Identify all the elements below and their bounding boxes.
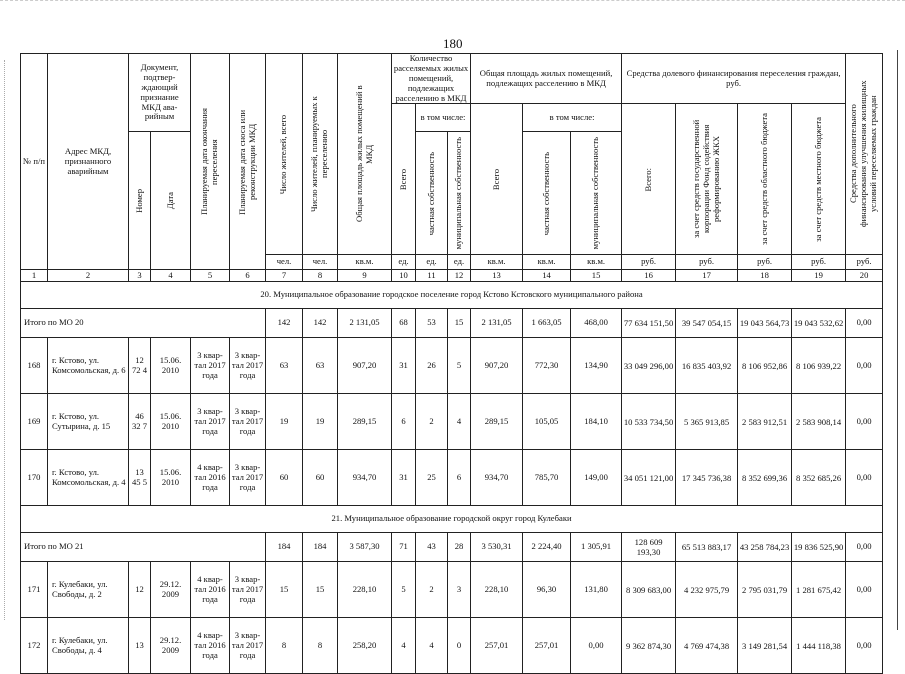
table-row <box>21 450 883 506</box>
unit-cell: руб. <box>846 255 883 270</box>
column-number-cell: 2 <box>48 270 129 282</box>
header-text: Общая площадь жилых помещений в МКД <box>353 85 374 223</box>
header-area-private <box>523 132 571 255</box>
column-number-cell: 12 <box>448 270 471 282</box>
total-value: 3 587,30 <box>338 533 392 562</box>
column-number-cell: 11 <box>416 270 448 282</box>
unit-cell: чел. <box>266 255 303 270</box>
column-number-cell: 3 <box>129 270 151 282</box>
header-text: муниципальная собственность <box>590 137 601 250</box>
row-value: 8 <box>303 618 338 674</box>
header-area-municipal <box>571 132 622 255</box>
total-value: 128 609 193,30 <box>622 533 676 562</box>
total-value: 65 513 883,17 <box>676 533 738 562</box>
column-number-cell: 7 <box>266 270 303 282</box>
doc-number: 13 <box>129 618 151 674</box>
row-value: 63 <box>266 338 303 394</box>
row-value: 0 <box>448 618 471 674</box>
header-total-area <box>338 54 392 255</box>
row-value: 3 149 281,54 <box>738 618 792 674</box>
row-value: 134,90 <box>571 338 622 394</box>
column-number-cell: 10 <box>392 270 416 282</box>
header-text: за счет средств областного бюджета <box>758 113 769 246</box>
row-value: 34 051 121,00 <box>622 450 676 506</box>
header-count-municipal <box>448 132 471 255</box>
row-address: г. Кулебаки, ул. Свободы, д. 2 <box>48 562 129 618</box>
header-count-total <box>392 104 416 255</box>
header-text: Всего: <box>642 167 653 192</box>
row-value: 1 444 118,38 <box>792 618 846 674</box>
unit-cell: чел. <box>303 255 338 270</box>
row-value: 19 <box>303 394 338 450</box>
header-address: Адрес МКД, признанного аварийным <box>48 54 129 270</box>
section-total-row <box>21 309 883 338</box>
planned-demolition: 3 квар-тал 2017 года <box>230 338 266 394</box>
table-body <box>21 282 883 674</box>
table-row <box>21 394 883 450</box>
row-value: 4 <box>416 618 448 674</box>
total-value: 43 258 784,23 <box>738 533 792 562</box>
header-doc-date <box>151 132 191 270</box>
row-address: г. Кстово, ул. Сутырина, д. 15 <box>48 394 129 450</box>
unit-cell: кв.м. <box>523 255 571 270</box>
header-text: Номер <box>133 188 144 213</box>
row-value: 8 309 683,00 <box>622 562 676 618</box>
table-row <box>21 338 883 394</box>
row-address: г. Кстово, ул. Комсомольская, д. 4 <box>48 450 129 506</box>
row-value: 5 365 913,85 <box>676 394 738 450</box>
row-value: 934,70 <box>338 450 392 506</box>
total-value: 142 <box>266 309 303 338</box>
header-funds-federal <box>676 104 738 255</box>
column-number-cell: 15 <box>571 270 622 282</box>
row-value: 25 <box>416 450 448 506</box>
row-value: 105,05 <box>523 394 571 450</box>
row-value: 289,15 <box>338 394 392 450</box>
column-number-cell: 16 <box>622 270 676 282</box>
column-number-cell: 17 <box>676 270 738 282</box>
header-text: за счет средств государственной корпорации Фонд содействия реформированию ЖКХ <box>690 120 721 239</box>
row-value: 19 <box>266 394 303 450</box>
header-count-private <box>416 132 448 255</box>
row-value: 15 <box>266 562 303 618</box>
header-additional-funds <box>846 54 883 255</box>
header-text: частная собственность <box>540 151 551 236</box>
row-value: 63 <box>303 338 338 394</box>
header-number: № п/п <box>21 54 48 270</box>
row-value: 1 281 675,42 <box>792 562 846 618</box>
total-value: 184 <box>303 533 338 562</box>
header-text: Всего <box>397 168 408 190</box>
column-number-cell: 1 <box>21 270 48 282</box>
row-value: 0,00 <box>846 562 883 618</box>
planned-demolition: 3 квар-тал 2017 года <box>230 562 266 618</box>
unit-cell: руб. <box>738 255 792 270</box>
header-planned-resettlement-end <box>191 54 230 270</box>
row-value: 8 352 685,26 <box>792 450 846 506</box>
scan-edge <box>0 0 905 5</box>
header-text: муниципальная собственность <box>453 137 464 250</box>
total-label: Итого по МО 20 <box>21 309 266 338</box>
row-value: 257,01 <box>471 618 523 674</box>
column-number-cell: 14 <box>523 270 571 282</box>
unit-cell: ед. <box>392 255 416 270</box>
row-value: 258,20 <box>338 618 392 674</box>
row-value: 8 <box>266 618 303 674</box>
total-value: 19 043 564,73 <box>738 309 792 338</box>
section-title-row <box>21 506 883 533</box>
total-value: 53 <box>416 309 448 338</box>
total-value: 0,00 <box>846 309 883 338</box>
section-title-row <box>21 282 883 309</box>
row-value: 0,00 <box>846 618 883 674</box>
header-area-including: в том числе: <box>523 104 622 132</box>
total-value: 2 131,05 <box>471 309 523 338</box>
row-value: 60 <box>266 450 303 506</box>
column-number-cell: 20 <box>846 270 883 282</box>
row-value: 8 106 939,22 <box>792 338 846 394</box>
row-value: 60 <box>303 450 338 506</box>
total-value: 71 <box>392 533 416 562</box>
doc-number: 12 <box>129 562 151 618</box>
row-value: 8 106 952,86 <box>738 338 792 394</box>
row-value: 10 533 734,50 <box>622 394 676 450</box>
total-value: 43 <box>416 533 448 562</box>
total-value: 468,00 <box>571 309 622 338</box>
row-value: 785,70 <box>523 450 571 506</box>
row-value: 4 769 474,38 <box>676 618 738 674</box>
header-planned-demolition <box>230 54 266 270</box>
header-funds-total <box>622 104 676 255</box>
row-value: 772,30 <box>523 338 571 394</box>
row-value: 0,00 <box>571 618 622 674</box>
total-value: 1 663,05 <box>523 309 571 338</box>
total-value: 2 224,40 <box>523 533 571 562</box>
unit-cell: ед. <box>416 255 448 270</box>
planned-resettlement-end: 3 квар-тал 2017 года <box>191 338 230 394</box>
total-value: 77 634 151,50 <box>622 309 676 338</box>
page-number: 180 <box>443 36 463 51</box>
header-funds-regional <box>738 104 792 255</box>
header-funds-group: Средства долевого финансирования переселения граждан, руб. <box>622 54 846 104</box>
table-row <box>21 562 883 618</box>
row-value: 228,10 <box>338 562 392 618</box>
total-value: 142 <box>303 309 338 338</box>
row-number: 171 <box>21 562 48 618</box>
row-value: 0,00 <box>846 338 883 394</box>
planned-resettlement-end: 3 квар-тал 2017 года <box>191 394 230 450</box>
doc-date: 15.06. 2010 <box>151 450 191 506</box>
planned-resettlement-end: 4 квар-тал 2016 года <box>191 562 230 618</box>
header-count-including: в том числе: <box>416 104 471 132</box>
column-number-cell: 18 <box>738 270 792 282</box>
planned-demolition: 3 квар-тал 2017 года <box>230 618 266 674</box>
total-label: Итого по МО 21 <box>21 533 266 562</box>
row-value: 149,00 <box>571 450 622 506</box>
row-value: 16 835 403,92 <box>676 338 738 394</box>
row-value: 0,00 <box>846 394 883 450</box>
total-value: 19 836 525,90 <box>792 533 846 562</box>
header-area-group: Общая площадь жилых помещений, подлежащих расселению в МКД <box>471 54 622 104</box>
doc-number: 12 72 4 <box>129 338 151 394</box>
doc-date: 29.12. 2009 <box>151 618 191 674</box>
total-value: 19 043 532,62 <box>792 309 846 338</box>
doc-date: 15.06. 2010 <box>151 394 191 450</box>
header-residents-total <box>266 54 303 255</box>
row-value: 2 <box>416 562 448 618</box>
row-value: 131,80 <box>571 562 622 618</box>
row-address: г. Кулебаки, ул. Свободы, д. 4 <box>48 618 129 674</box>
row-value: 6 <box>392 394 416 450</box>
unit-cell: кв.м. <box>471 255 523 270</box>
row-value: 289,15 <box>471 394 523 450</box>
row-value: 17 345 736,38 <box>676 450 738 506</box>
section-title: 20. Муниципальное образование городское поселение город Кстово Кстовского муниципального района <box>21 282 883 309</box>
header-text: Планируемая дата окончания переселения <box>199 108 220 216</box>
column-number-cell: 9 <box>338 270 392 282</box>
row-value: 907,20 <box>338 338 392 394</box>
row-number: 169 <box>21 394 48 450</box>
unit-cell: руб. <box>792 255 846 270</box>
header-text: Планируемая дата сноса или реконструкции МКД <box>236 109 257 215</box>
header-text: Средства дополнительного финансирования улучшения жилищных условий переселяемых граждан <box>848 80 879 228</box>
column-number-cell: 5 <box>191 270 230 282</box>
column-number-cell: 8 <box>303 270 338 282</box>
row-value: 4 <box>392 618 416 674</box>
table-header <box>21 54 883 282</box>
row-value: 5 <box>448 338 471 394</box>
planned-demolition: 3 квар-тал 2017 года <box>230 450 266 506</box>
row-value: 2 583 912,51 <box>738 394 792 450</box>
doc-number: 46 32 7 <box>129 394 151 450</box>
row-number: 172 <box>21 618 48 674</box>
row-value: 8 352 699,36 <box>738 450 792 506</box>
table-row <box>21 618 883 674</box>
section-title: 21. Муниципальное образование городской округ город Кулебаки <box>21 506 883 533</box>
total-value: 1 305,91 <box>571 533 622 562</box>
doc-date: 15.06. 2010 <box>151 338 191 394</box>
scan-right-edge <box>897 50 898 630</box>
row-value: 184,10 <box>571 394 622 450</box>
row-value: 2 795 031,79 <box>738 562 792 618</box>
unit-cell: руб. <box>676 255 738 270</box>
header-document-group: Документ, подтвер-ждающий признание МКД ава-рийным <box>129 54 191 132</box>
column-number-cell: 19 <box>792 270 846 282</box>
row-value: 4 <box>448 394 471 450</box>
row-value: 31 <box>392 450 416 506</box>
header-text: Число жителей, планируемых к переселению <box>309 96 330 213</box>
row-number: 170 <box>21 450 48 506</box>
column-number-cell: 13 <box>471 270 523 282</box>
header-text: за счет средств местного бюджета <box>812 117 823 242</box>
row-value: 934,70 <box>471 450 523 506</box>
planned-demolition: 3 квар-тал 2017 года <box>230 394 266 450</box>
row-number: 168 <box>21 338 48 394</box>
row-value: 2 583 908,14 <box>792 394 846 450</box>
row-value: 96,30 <box>523 562 571 618</box>
total-value: 68 <box>392 309 416 338</box>
doc-number: 13 45 5 <box>129 450 151 506</box>
total-value: 0,00 <box>846 533 883 562</box>
header-doc-number <box>129 132 151 270</box>
planned-resettlement-end: 4 квар-тал 2016 года <box>191 450 230 506</box>
doc-date: 29.12. 2009 <box>151 562 191 618</box>
section-total-row <box>21 533 883 562</box>
header-residents-resettled <box>303 54 338 255</box>
row-value: 0,00 <box>846 450 883 506</box>
header-text: Дата <box>164 192 175 210</box>
row-value: 907,20 <box>471 338 523 394</box>
unit-cell: руб. <box>622 255 676 270</box>
row-value: 15 <box>303 562 338 618</box>
row-value: 31 <box>392 338 416 394</box>
resettlement-table <box>20 53 883 674</box>
row-value: 2 <box>416 394 448 450</box>
row-value: 6 <box>448 450 471 506</box>
header-text: Число жителей, всего <box>278 114 289 194</box>
column-number-cell: 4 <box>151 270 191 282</box>
column-numbers-row <box>21 270 883 282</box>
row-value: 9 362 874,30 <box>622 618 676 674</box>
row-value: 228,10 <box>471 562 523 618</box>
header-area-total <box>471 104 523 255</box>
header-funds-local <box>792 104 846 255</box>
unit-cell: ед. <box>448 255 471 270</box>
total-value: 15 <box>448 309 471 338</box>
total-value: 28 <box>448 533 471 562</box>
row-value: 26 <box>416 338 448 394</box>
scan-margin-marks <box>4 60 7 620</box>
total-value: 2 131,05 <box>338 309 392 338</box>
total-value: 39 547 054,15 <box>676 309 738 338</box>
total-value: 3 530,31 <box>471 533 523 562</box>
unit-cell: кв.м. <box>338 255 392 270</box>
row-value: 3 <box>448 562 471 618</box>
column-number-cell: 6 <box>230 270 266 282</box>
header-text: Всего <box>490 168 501 190</box>
header-text: частная собственность <box>425 151 436 236</box>
row-address: г. Кстово, ул. Комсомольская, д. 6 <box>48 338 129 394</box>
row-value: 5 <box>392 562 416 618</box>
planned-resettlement-end: 4 квар-тал 2016 года <box>191 618 230 674</box>
header-count-group: Количество расселяемых жилых помещений, подлежащих расселению в МКД <box>392 54 471 104</box>
row-value: 257,01 <box>523 618 571 674</box>
row-value: 4 232 975,79 <box>676 562 738 618</box>
row-value: 33 049 296,00 <box>622 338 676 394</box>
unit-cell: кв.м. <box>571 255 622 270</box>
total-value: 184 <box>266 533 303 562</box>
